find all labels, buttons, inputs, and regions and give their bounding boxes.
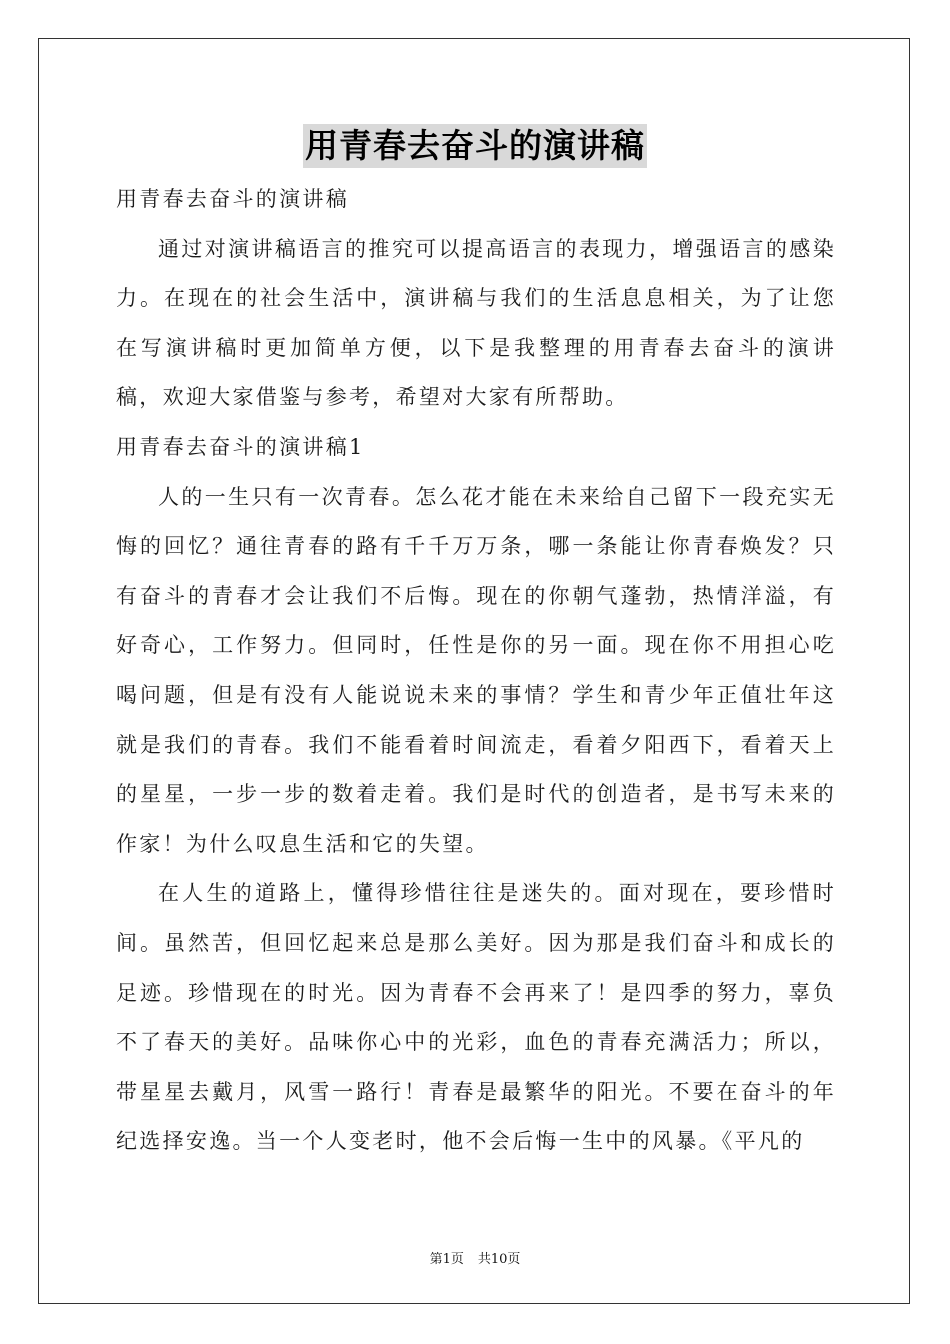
body-paragraph-1: 人的一生只有一次青春。怎么花才能在未来给自己留下一段充实无悔的回忆？通往青春的路有千千万万条，哪一条能让你青春焕发？只有奋斗的青春才会让我们不后悔。现在的你朝气蓬勃，热情洋溢，有好奇心，工作努力。但同时，任性是你的另一面。现在你不用担心吃喝问题，但是有没有人能说说未来的事情？学生和青少年正值壮年这就是我们的青春。我们不能看着时间流走，看着夕阳西下，看着天上的星星，一步一步的数着走着。我们是时代的创造者，是书写未来的作家！为什么叹息生活和它的失望。 xyxy=(116,484,836,856)
page-number: 第1页 xyxy=(429,1252,464,1267)
page-footer xyxy=(0,1248,950,1267)
document-title: 用青春去奋斗的演讲稿 xyxy=(303,124,647,168)
page-total: 共10页 xyxy=(477,1252,521,1267)
document-body xyxy=(116,175,836,1167)
subtitle: 用青春去奋斗的演讲稿 xyxy=(116,187,349,211)
section-heading: 用青春去奋斗的演讲稿1 xyxy=(116,434,365,459)
document-title-wrapper xyxy=(0,124,950,168)
body-paragraph-2: 在人生的道路上，懂得珍惜往往是迷失的。面对现在，要珍惜时间。虽然苦，但回忆起来总是那么美好。因为那是我们奋斗和成长的足迹。珍惜现在的时光。因为青春不会再来了！是四季的努力，辜负不了春天的美好。品味你心中的光彩，血色的青春充满活力；所以，带星星去戴月，风雪一路行！青春是最繁华的阳光。不要在奋斗的年纪选择安逸。当一个人变老时，他不会后悔一生中的风暴。《平凡的 xyxy=(116,881,836,1154)
intro-paragraph: 通过对演讲稿语言的推究可以提高语言的表现力，增强语言的感染力。在现在的社会生活中，演讲稿与我们的生活息息相关，为了让您在写演讲稿时更加简单方便，以下是我整理的用青春去奋斗的演讲稿，欢迎大家借鉴与参考，希望对大家有所帮助。 xyxy=(116,236,836,410)
